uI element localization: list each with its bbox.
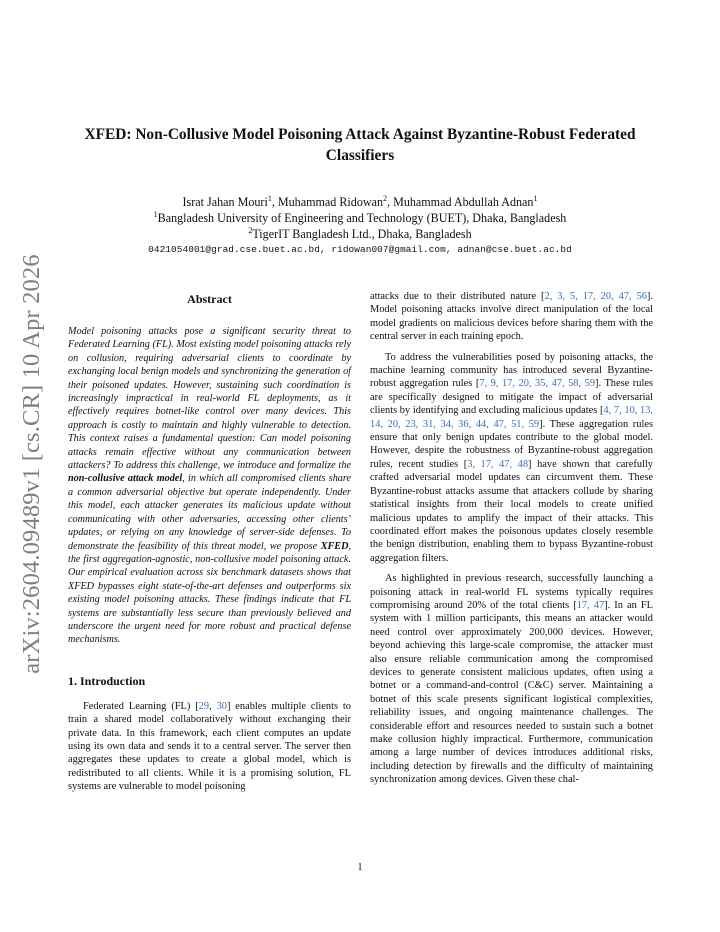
intro-paragraph [370,351,653,566]
affiliation-mark: 1 [153,209,158,219]
arxiv-sidebar [8,254,56,674]
abstract-text-part: , the first aggregation-agnostic, non-collusive model poisoning attack. Our empirical evaluation across six benchmark datasets shows that XFED bypasses eight state-of-the-art defenses and outperforms six existing model poisoning attacks. These findings indicate that FL systems are substantially less secure than previously believed and underscore the urgent need for more robust and practical defense mechanisms. [68,540,351,646]
paragraph-text: As highlighted in previous research, successfully launching a poisoning attack in real-world FL systems typically requires compromising around 20% of the total clients [ [370,573,653,611]
paragraph-text: attacks due to their distributed nature [ [370,291,545,302]
affiliation-mark: 2 [248,225,253,235]
citation-link[interactable]: 29 [198,700,210,712]
affiliation-text: TigerIT Bangladesh Ltd., Dhaka, Bangladesh [252,227,472,241]
affiliation-line [60,210,660,226]
paragraph-text: ]. Model poisoning attacks involve direct manipulation of the local model gradients on malicious devices before sharing them with the central server in each training epoch. [370,291,653,343]
abstract-emphasis: non-collusive attack model [68,473,183,485]
citation-link[interactable]: 30 [216,700,227,712]
affiliation-mark: 1 [267,193,272,203]
paragraph-text: Federated Learning (FL) [ [83,700,199,712]
citation-link[interactable]: 4, 7, 10, 13, 14, 20, 23, 31, 34, 36, 44, 47, 51, 59 [370,405,654,430]
abstract-heading: Abstract [187,292,232,306]
citation-link[interactable]: 3, 17, 47, 48 [467,458,529,470]
abstract-emphasis: XFED [320,540,349,552]
intro-paragraph [370,572,653,787]
abstract-text-part: Model poisoning attacks pose a significant security threat to Federated Learning (FL). Most existing model poisoning attacks rely on collusion, requiring adversarial clients to coordinate by exchanging local benign models and synchronizing the generation of their poisoned updates. However, sustaining such coordination is increasingly impractical in real-world FL deployments, as it effectively requires botnet-like control over many devices. This approach is costly to maintain and highly vulnerable to detection. This context raises a fundamental question: Can model poisoning attacks remain effective without any communication between attackers? To address this challenge, we introduce and formalize the [68,326,351,472]
author-list: Israt Jahan Mouri$^1$, Muhammad Ridowan$^2$, Muhammad Abdullah Adnan$^1$ [182,193,538,209]
author-name: Israt Jahan Mouri [182,195,268,209]
citation-link[interactable]: 7, 9, 17, 20, 35, 47, 58, 59 [479,378,596,390]
affiliation-text: Bangladesh University of Engineering and Technology (BUET), Dhaka, Bangladesh [157,211,567,225]
introduction-heading: 1. Introduction [68,673,146,688]
paragraph-text: To address the vulnerabilities posed by poisoning attacks, the machine learning community has introduced several Byzantine-robust aggregation rules [ [370,351,653,390]
citation-link[interactable]: 17, 47 [576,599,605,611]
abstract-text-part: , in which all compromised clients share a common adversarial objective but operate independently. Under this model, each attacker generates its malicious update without communicating with other adversaries, accessing other clients’ updates, or relying on any knowledge of server-side defenses. To demonstrate the feasibility of this threat model, we propose [68,473,351,552]
arxiv-identifier: arXiv:2604.09489v1 [cs.CR] 10 Apr 2026 [18,254,45,674]
paragraph-text: ]. In an FL system with 1 million participants, this means an attacker would need control over approximately 200,000 devices. However, beyond achieving this large-scale compromise, the attacker must also ensure reliable communication among the compromised devices to generate consistent malicious updates, often using a botnet or a command-and-control (C&C) server. Maintaining a botnet of this scale presents significant logistical complexities, reliability issues, and ongoing maintenance challenges. The considerable effort and resources needed to sustain such a botnet make collusion highly impractical. Furthermore, communication among a large number of devices introduces additional risks, including detection by firewalls and the difficulty of maintaining synchronization among devices. Given these chal- [370,599,653,786]
affiliation-mark: 1 [533,193,538,203]
affiliation-line [60,226,660,242]
affiliation-mark: 2 [383,193,388,203]
author-name: Muhammad Abdullah Adnan [393,195,534,209]
paragraph-text: ]. These aggregation rules ensure that only benign updates contribute to the global model. However, despite the robustness of Byzantine-robust aggregation rules, recent studies [ [370,418,653,470]
paragraph-text: , [209,700,217,712]
paragraph-text: ] have shown that carefully crafted adversarial model updates can circumvent them. These Byzantine-robust attacks assume that attackers collude by sharing statistical insights from their local models to create unified malicious updates to amplify the impact of their attacks. This coordinated effort makes the poisonous updates closely resemble the benign distribution, enabling them to bypass Byzantine-robust aggregation filters. [370,458,654,564]
author-block [60,194,660,258]
right-column [370,290,653,787]
page-number: 1 [357,862,363,873]
paper-title: XFED: Non-Collusive Model Poisoning Attack Against Byzantine-Robust Federated Classifiers [84,126,636,164]
intro-paragraph [68,700,351,794]
abstract-text [68,325,351,647]
paragraph-text: ]. These rules are specifically designed to mitigate the impact of adversarial clients by identifying and excluding malicious updates [ [370,378,653,417]
left-column [68,290,351,794]
citation-link[interactable]: 2, 3, 5, 17, 20, 47, 56 [544,291,647,302]
intro-paragraph [370,290,653,344]
paragraph-text: ] enables multiple clients to train a shared model collaboratively without exchanging their private data. In this framework, each client computes an update using its own data and sends it to a central server. The server then aggregates these updates to create a global model, which is redistributed to all clients. While it is a promising solution, FL systems are vulnerable to model poisoning [68,700,351,793]
author-name: Muhammad Ridowan [277,195,384,209]
author-emails: 0421054001@grad.cse.buet.ac.bd, ridowan007@gmail.com, adnan@cse.buet.ac.bd [148,244,572,255]
